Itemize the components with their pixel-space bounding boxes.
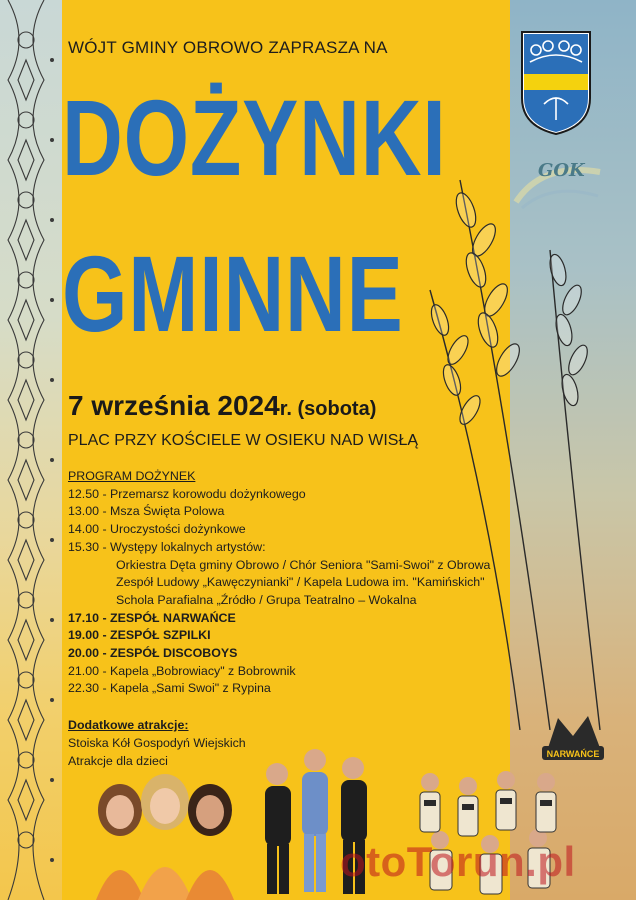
program-item: 12.50 - Przemarsz korowodu dożynkowego [68, 486, 306, 501]
program-heading: PROGRAM DOŻYNEK [68, 469, 196, 483]
event-date-main: 7 września 2024 [68, 390, 280, 421]
program-item: 20.00 - ZESPÓŁ DISCOBOYS [68, 646, 238, 661]
program-item: 15.30 - Występy lokalnych artystów: [68, 539, 266, 554]
narwance-logo-text: NARWAŃCE [546, 749, 600, 759]
title-line-2: GMINNE [62, 233, 404, 354]
program-item: Schola Parafialna „Źródło / Grupa Teatralno – Wokalna [116, 592, 417, 607]
extras-item: Stoiska Kół Gospodyń Wiejskich [68, 736, 246, 750]
gok-logo-title: GOK [538, 160, 585, 181]
program-item: 21.00 - Kapela „Bobrowiacy" z Bobrownik [68, 663, 296, 678]
program-item: 22.30 - Kapela „Sami Swoi" z Rypina [68, 681, 271, 696]
program-list [68, 468, 490, 698]
program-item: Zespół Ludowy „Kawęczynianki" / Kapela Ludowa im. "Kamińskich" [116, 575, 485, 590]
invite-line: WÓJT GMINY OBROWO ZAPRASZA NA [68, 38, 388, 57]
program-item: Orkiestra Dęta gminy Obrowo / Chór Seniora "Sami-Swoi" z Obrowa [116, 557, 491, 572]
performers-photo-szpilki [90, 770, 240, 900]
program-item: 13.00 - Msza Święta Polowa [68, 504, 225, 519]
gok-logo-text [538, 160, 585, 181]
event-date-suffix: r. (sobota) [279, 398, 377, 420]
event-venue: PLAC PRZY KOŚCIELE W OSIEKU NAD WISŁĄ [68, 432, 419, 449]
extras-heading: Dodatkowe atrakcje: [68, 718, 189, 732]
event-date [68, 390, 376, 422]
watermark: otoTorun.pl [340, 838, 576, 885]
program-item: 17.10 - ZESPÓŁ NARWAŃCE [68, 610, 236, 625]
title-line-1: DOŻYNKI [62, 77, 447, 198]
crest-icon [518, 28, 594, 136]
program-item: 19.00 - ZESPÓŁ SZPILKI [68, 628, 211, 643]
folk-pattern-band [0, 0, 62, 900]
extras-list [68, 716, 246, 770]
folk-pattern-icon [0, 0, 62, 900]
extras-item: Atrakcje dla dzieci [68, 754, 168, 768]
program-item: 14.00 - Uroczystości dożynkowe [68, 522, 246, 537]
narwance-logo-icon [538, 708, 608, 768]
